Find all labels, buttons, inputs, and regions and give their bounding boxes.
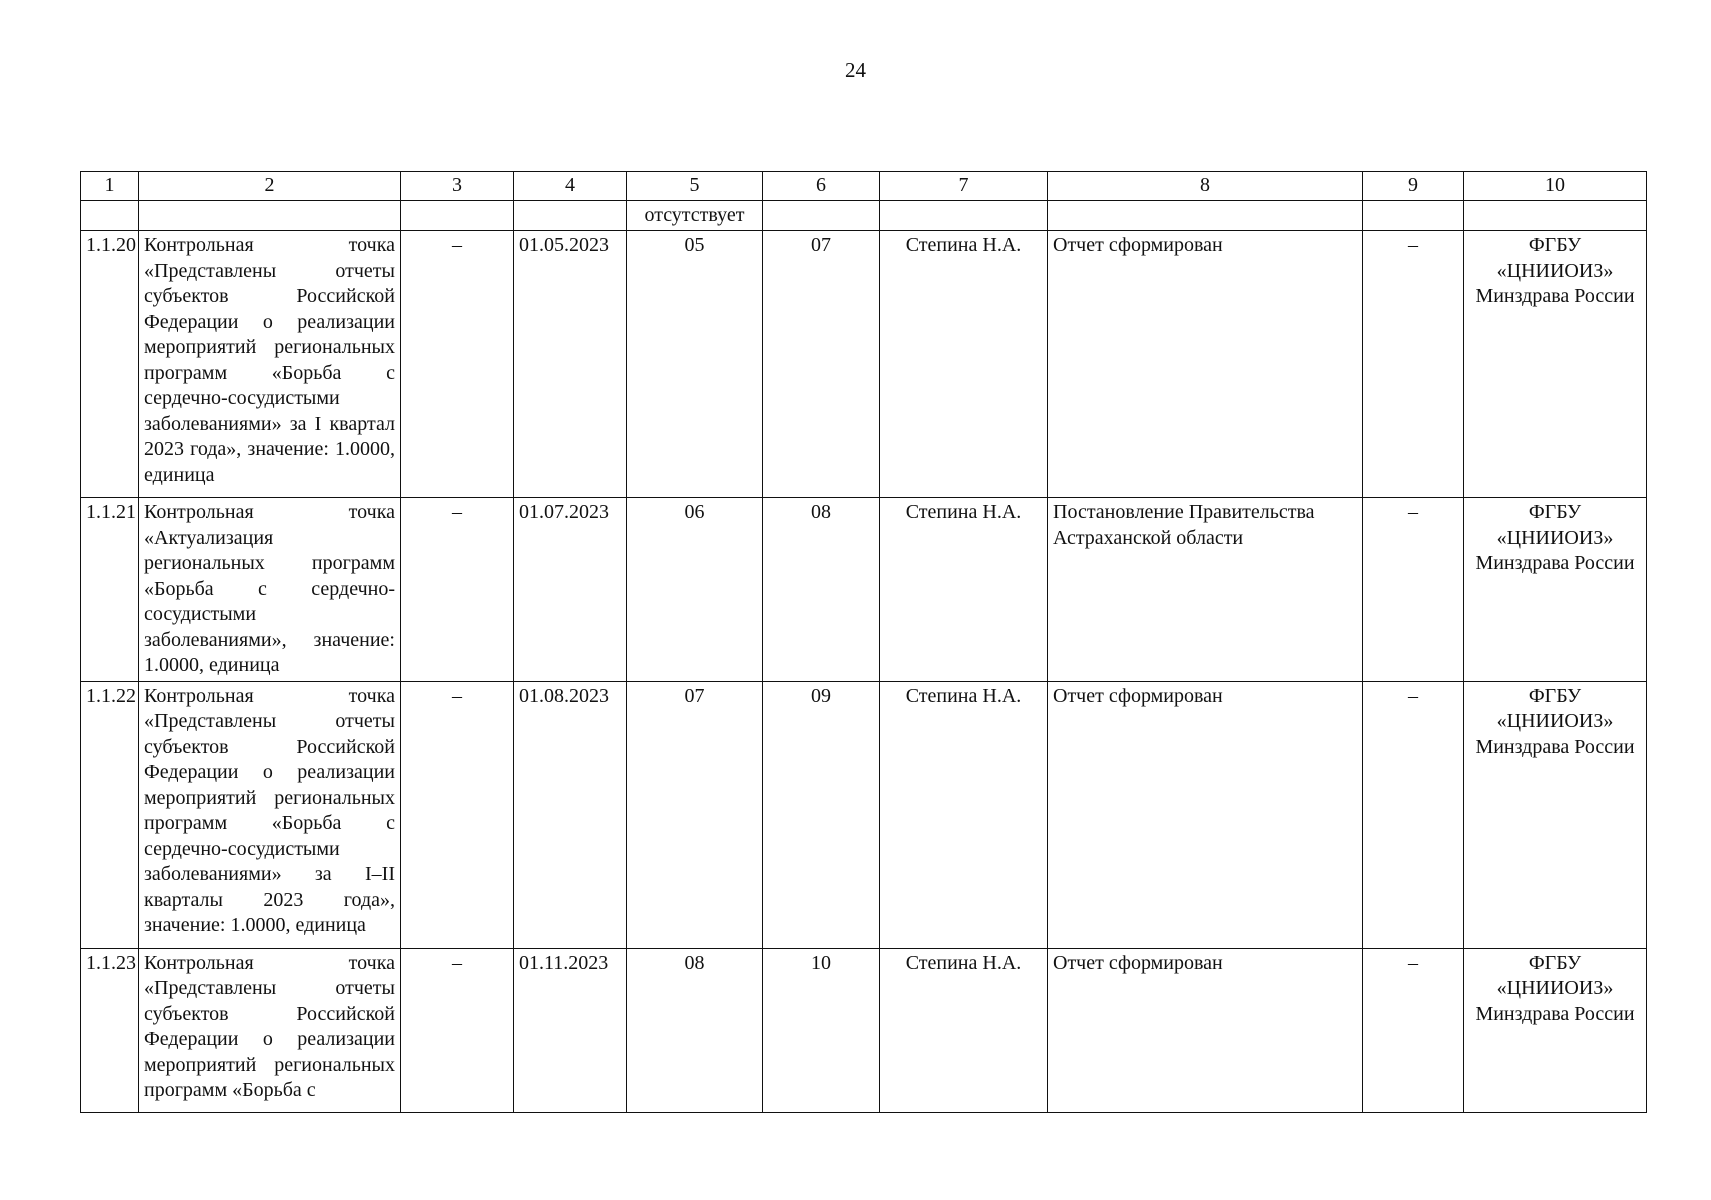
row-date: 01.11.2023: [514, 948, 627, 1112]
table-row: [81, 681, 1647, 948]
row-result: Отчет сформирован: [1048, 231, 1363, 498]
row-result: Отчет сформирован: [1048, 948, 1363, 1112]
column-header: 3: [401, 172, 514, 201]
row-col5: 05: [627, 231, 763, 498]
row-col5: 08: [627, 948, 763, 1112]
row-number: 1.1.23: [81, 948, 139, 1112]
row-number: 1.1.22: [81, 681, 139, 948]
row-result: Постановление Правительства Астраханской области: [1048, 498, 1363, 682]
empty-cell: [401, 200, 514, 231]
column-header: 4: [514, 172, 627, 201]
empty-cell: [1048, 200, 1363, 231]
table-row: [81, 948, 1647, 1112]
table-row: [81, 498, 1647, 682]
row-description: Контрольная точка «Представлены отчеты субъектов Российской Федерации о реализации мероприятий региональных программ «Борьба с: [139, 948, 401, 1112]
table-row: [81, 231, 1647, 498]
empty-cell: [1464, 200, 1647, 231]
row-number: 1.1.21: [81, 498, 139, 682]
row-date: 01.08.2023: [514, 681, 627, 948]
page-number: 24: [845, 58, 866, 82]
row-col3: –: [401, 681, 514, 948]
column-header: 6: [763, 172, 880, 201]
row-responsible: Степина Н.А.: [880, 231, 1048, 498]
row-description: Контрольная точка «Представлены отчеты субъектов Российской Федерации о реализации мероприятий региональных программ «Борьба с сердечно-сосудистыми заболеваниями» за I квартал 2023 года», значение: 1.0000, единица: [139, 231, 401, 498]
row-col5: 06: [627, 498, 763, 682]
row-organization: ФГБУ «ЦНИИОИЗ» Минздрава России: [1464, 498, 1647, 682]
empty-cell: [1363, 200, 1464, 231]
row-col6: 08: [763, 498, 880, 682]
row-description: Контрольная точка «Представлены отчеты субъектов Российской Федерации о реализации мероприятий региональных программ «Борьба с сердечно-сосудистыми заболеваниями» за I–II кварталы 2023 года», значение: 1.0000, единица: [139, 681, 401, 948]
row-date: 01.07.2023: [514, 498, 627, 682]
row-responsible: Степина Н.А.: [880, 948, 1048, 1112]
column-header: 7: [880, 172, 1048, 201]
row-date: 01.05.2023: [514, 231, 627, 498]
column-header: 1: [81, 172, 139, 201]
row-description: Контрольная точка «Актуализация региональных программ «Борьба с сердечно-сосудистыми заболеваниями», значение: 1.0000, единица: [139, 498, 401, 682]
row-organization: ФГБУ «ЦНИИОИЗ» Минздрава России: [1464, 231, 1647, 498]
row-col9: –: [1363, 681, 1464, 948]
row-responsible: Степина Н.А.: [880, 681, 1048, 948]
row-col5: 07: [627, 681, 763, 948]
row-organization: ФГБУ «ЦНИИОИЗ» Минздрава России: [1464, 681, 1647, 948]
empty-cell: [514, 200, 627, 231]
empty-cell: [139, 200, 401, 231]
empty-cell: [763, 200, 880, 231]
column-header: 2: [139, 172, 401, 201]
row-result: Отчет сформирован: [1048, 681, 1363, 948]
row-responsible: Степина Н.А.: [880, 498, 1048, 682]
row-col6: 07: [763, 231, 880, 498]
row-col6: 10: [763, 948, 880, 1112]
continuation-row: [81, 200, 1647, 231]
schedule-table: [80, 171, 1647, 1113]
row-number: 1.1.20: [81, 231, 139, 498]
column-number-row: [81, 172, 1647, 201]
column-header: 8: [1048, 172, 1363, 201]
column-header: 5: [627, 172, 763, 201]
empty-cell: [880, 200, 1048, 231]
column-header: 10: [1464, 172, 1647, 201]
row-col9: –: [1363, 948, 1464, 1112]
row-organization: ФГБУ «ЦНИИОИЗ» Минздрава России: [1464, 948, 1647, 1112]
column-header: 9: [1363, 172, 1464, 201]
continuation-value: отсутствует: [627, 200, 763, 231]
row-col3: –: [401, 948, 514, 1112]
row-col3: –: [401, 231, 514, 498]
row-col6: 09: [763, 681, 880, 948]
row-col9: –: [1363, 231, 1464, 498]
empty-cell: [81, 200, 139, 231]
row-col9: –: [1363, 498, 1464, 682]
row-col3: –: [401, 498, 514, 682]
